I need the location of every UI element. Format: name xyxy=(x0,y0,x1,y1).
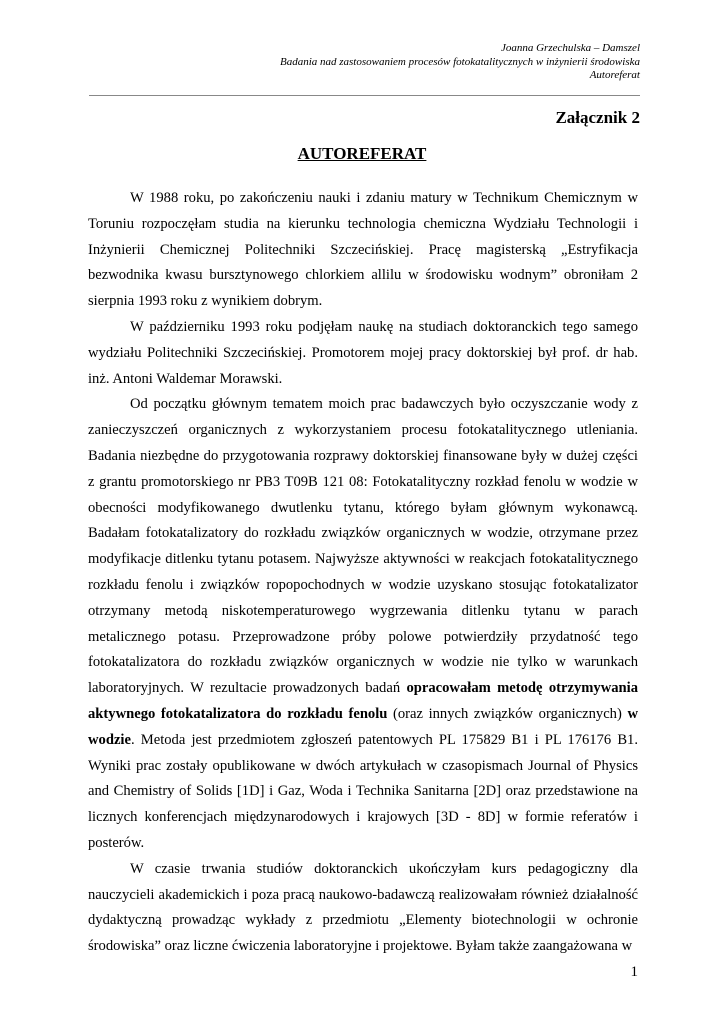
header-author: Joanna Grzechulska – Damszel xyxy=(500,42,640,54)
paragraph-3-bold-water: w wodzie xyxy=(88,705,638,748)
paragraph-3-part-e: . Metoda jest przedmiotem zgłoszeń patentowych PL 175829 B1 i PL 176176 B1. Wyniki prac zostały opublikowane w dwóch artykułach w czasopismach Journal of Physics and Chemistry of Solids [1D] i Gaz, Woda i Technika Sanitarna [2D] oraz przedstawione na licznych konferencjach międzynarodowych i krajowych [3D - 8D] w formie referatów i posterów. xyxy=(88,731,638,851)
running-header xyxy=(280,42,640,83)
header-type: Autoreferat xyxy=(589,69,640,81)
body-text xyxy=(88,186,638,960)
paragraph-3-part-a: Od początku głównym tematem moich prac badawczych było oczyszczanie wody z zanieczyszczeń organicznych z wykorzystaniem procesu fotokatalitycznego utleniania. Badania niezbędne do przygotowania rozprawy doktorskiej finansowane były w dużej części z grantu promotorskiego nr PB3 T09B 121 08: Fotokatalityczny rozkład fenolu w wodzie w obecności modyfikowanego dwutlenku tytanu, którego byłam głównym wykonawcą. Badałam fotokatalizatory do rozkładu związków organicznych w wodzie, otrzymane przez modyfikacje ditlenku tytanu potasem. Najwyższe aktywności w reakcjach fotokatalitycznego rozkładu fenolu i związków ropopochodnych w wodzie uzyskano stosując fotokatalizator otrzymany metodą niskotemperaturowego wygrzewania ditlenku tytanu w parach metalicznego potasu. Przeprowadzone próby polowe potwierdziły przydatność tego fotokatalizatora do rozkładu związków organicznych w wodzie nie tylko w warunkach laboratoryjnych. W rezultacie prowadzonych badań xyxy=(88,396,638,697)
header-subtitle: Badania nad zastosowaniem procesów fotokatalitycznych w inżynierii środowiska xyxy=(279,55,640,68)
header-rule xyxy=(89,95,640,96)
paragraph-3 xyxy=(88,392,638,856)
paragraph-1: W 1988 roku, po zakończeniu nauki i zdaniu matury w Technikum Chemicznym w Toruniu rozpoczęłam studia na kierunku technologia chemiczna Wydziału Technologii i Inżynierii Chemicznej Politechniki Szczecińskiej. Pracę magisterską „Estryfikacja bezwodnika kwasu bursztynowego chlorkiem allilu w środowisku wodnym” obroniłam 2 sierpnia 1993 roku z wynikiem dobrym. xyxy=(88,190,638,310)
annex-label: Załącznik 2 xyxy=(555,108,640,127)
paragraph-2: W październiku 1993 roku podjęłam naukę na studiach doktoranckich tego samego wydziału Politechniki Szczecińskiej. Promotorem mojej pracy doktorskiej był prof. dr hab. inż. Antoni Waldemar Morawski. xyxy=(88,318,638,387)
page-number: 1 xyxy=(630,964,638,980)
paragraph-4: W czasie trwania studiów doktoranckich ukończyłam kurs pedagogiczny dla nauczycieli akademickich i poza pracą naukowo-badawczą realizowałam również działalność dydaktyczną prowadząc wykłady z przedmiotu „Elementy biotechnologii w ochronie środowiska” oraz liczne ćwiczenia laboratoryjne i projektowe. Byłam także zaangażowana w xyxy=(88,860,638,955)
page-title: AUTOREFERAT xyxy=(297,144,427,163)
paragraph-3-bold-method: opracowałam metodę otrzymywania aktywnego fotokatalizatora do rozkładu fenolu xyxy=(88,680,639,722)
paragraph-3-part-c: (oraz innych związków organicznych) xyxy=(387,705,628,722)
